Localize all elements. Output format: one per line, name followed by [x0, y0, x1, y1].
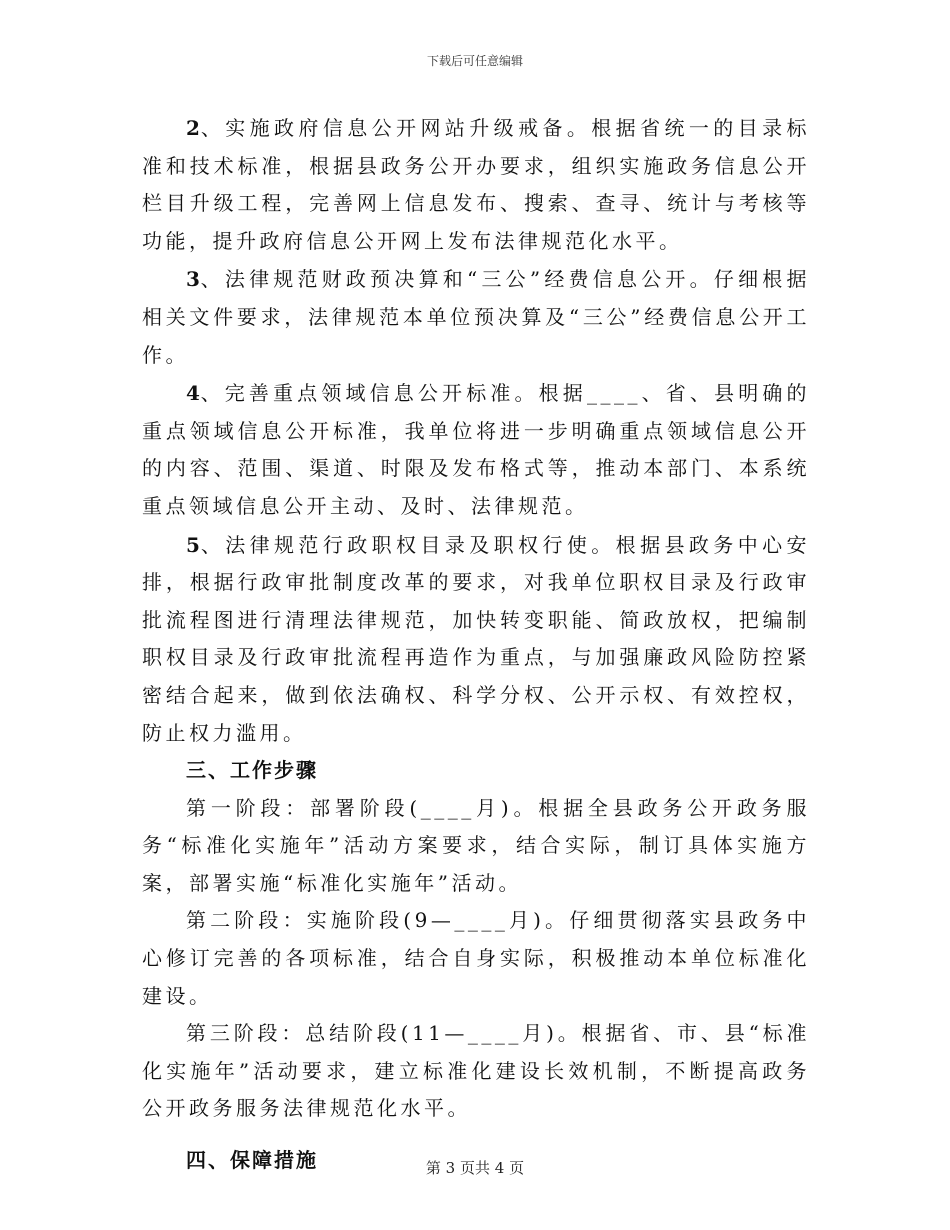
item-4-paragraph: [142, 375, 810, 525]
page-header: 下载后可任意编辑: [426, 54, 523, 68]
page-footer: 第 3 页共 4 页: [425, 1159, 525, 1177]
section-4-heading: 四、保障措施: [186, 1148, 318, 1173]
stage-1-paragraph: 第一阶段：部署阶段(____月)。根据全县政务公开政务服务“标准化实施年”活动方案要求，结合实际，制订具体实施方案，部署实施“标准化实施年”活动。: [142, 795, 810, 895]
item-5-number: 5: [186, 532, 200, 557]
document-body: [142, 110, 810, 1180]
item-5-paragraph: [142, 527, 810, 753]
item-2-paragraph: [142, 110, 810, 260]
item-3-paragraph: [142, 261, 810, 374]
item-4-text: 、完善重点领域信息公开标准。根据____、省、县明确的重点领域信息公开标准，我单位将进一步明确重点领域信息公开的内容、范围、渠道、时限及发布格式等，推动本部门、本系统重点领域信息公开主动、及时、法律规范。: [142, 381, 810, 518]
item-3-number: 3: [186, 267, 200, 292]
item-3-text: 、法律规范财政预决算和“三公”经费信息公开。仔细根据相关文件要求，法律规范本单位预决算及“三公”经费信息公开工作。: [142, 267, 810, 367]
item-2-text: 、实施政府信息公开网站升级戒备。根据省统一的目录标准和技术标准，根据县政务公开办要求，组织实施政务信息公开栏目升级工程，完善网上信息发布、搜索、查寻、统计与考核等功能，提升政府信息公开网上发布法律规范化水平。: [142, 116, 810, 253]
item-5-text: 、法律规范行政职权目录及职权行使。根据县政务中心安排，根据行政审批制度改革的要求，对我单位职权目录及行政审批流程图进行清理法律规范，加快转变职能、简政放权，把编制职权目录及行政审批流程再造作为重点，与加强廉政风险防控紧密结合起来，做到依法确权、科学分权、公开示权、有效控权，防止权力滥用。: [142, 532, 810, 745]
stage-2-paragraph: 第二阶段：实施阶段(9—____月)。仔细贯彻落实县政务中心修订完善的各项标准，结合自身实际，积极推动本单位标准化建设。: [142, 908, 810, 1008]
item-4-number: 4: [186, 381, 200, 406]
item-2-number: 2: [186, 116, 200, 140]
stage-3-paragraph: 第三阶段：总结阶段(11—____月)。根据省、市、县“标准化实施年”活动要求，建立标准化建设长效机制，不断提高政务公开政务服务法律规范化水平。: [142, 1021, 810, 1121]
section-3-heading: 三、工作步骤: [186, 758, 318, 783]
